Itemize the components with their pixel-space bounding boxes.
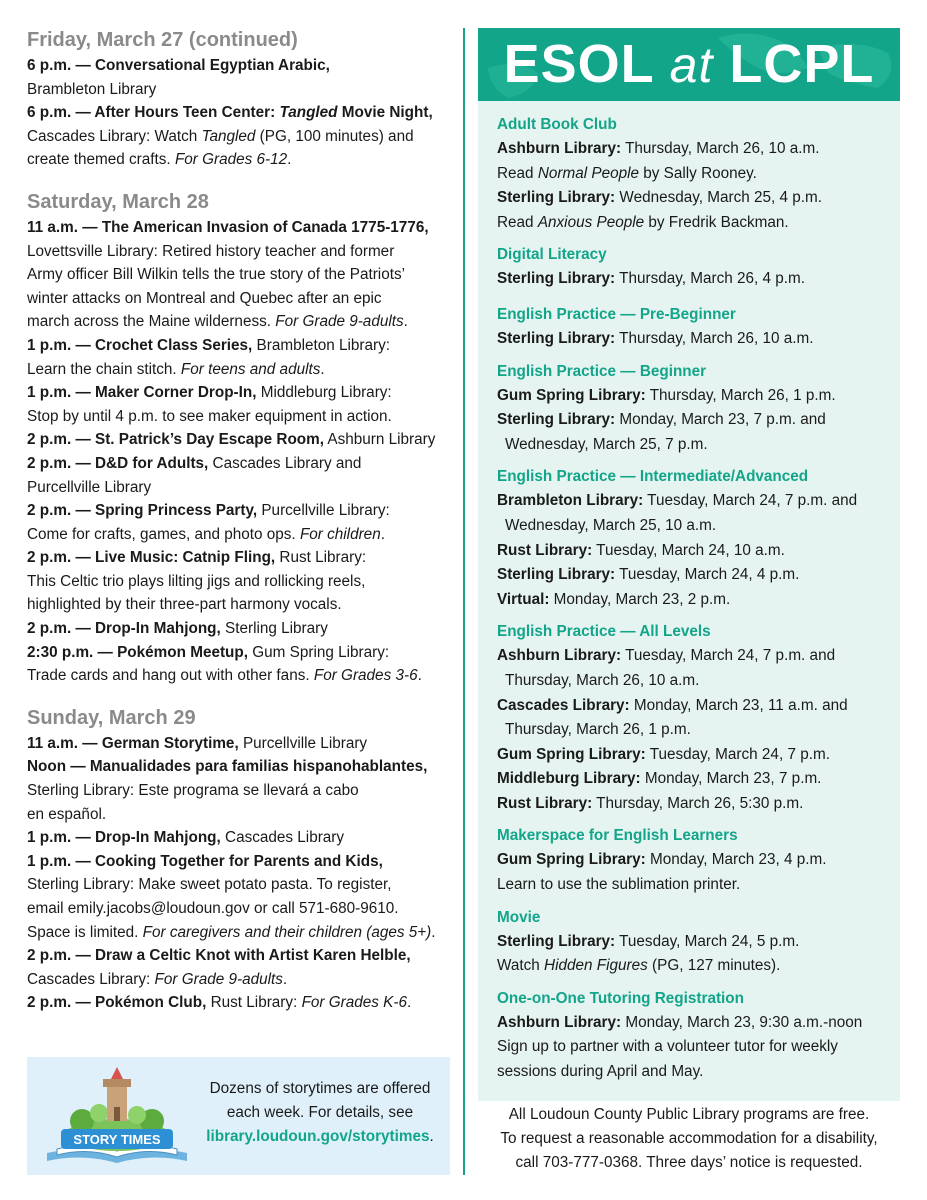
events-column	[27, 28, 452, 1033]
session-line: Learn to use the sublimation printer.	[497, 876, 741, 894]
event-line: 1 p.m. — Drop-In Mahjong, Cascades Library	[27, 829, 345, 847]
session-line: Read Anxious People by Fredrik Backman.	[497, 213, 789, 231]
session-line: sessions during April and May.	[497, 1063, 704, 1081]
session-line: Thursday, March 26, 10 a.m.	[505, 671, 700, 689]
session-line: Sterling Library: Tuesday, March 24, 5 p.m.	[497, 932, 800, 950]
footer-line: call 703-777-0368. Three days’ notice is requested.	[515, 1154, 863, 1171]
section-heading: Digital Literacy	[497, 246, 607, 264]
svg-text:STORY TIMES: STORY TIMES	[73, 1132, 161, 1147]
storytime-text: Dozens of storytimes are offered each week. For details, see library.loudoun.gov/storytimes.	[195, 1077, 445, 1149]
storytime-line: each week. For details, see	[226, 1104, 414, 1121]
esol-banner	[478, 28, 900, 101]
section-heading: One-on-One Tutoring Registration	[497, 989, 744, 1007]
storytime-box	[27, 1057, 450, 1175]
event-desc: Stop by until 4 p.m. to see maker equipment in action.	[27, 407, 392, 425]
session-line: Sterling Library: Wednesday, March 25, 4 p.m.	[497, 189, 823, 207]
session-line: Brambleton Library: Tuesday, March 24, 7 p.m. and	[497, 492, 858, 510]
session-line: Rust Library: Tuesday, March 24, 10 a.m.	[497, 541, 785, 559]
section-heading: Makerspace for English Learners	[497, 827, 738, 845]
event-desc: march across the Maine wilderness. For Grade 9-adults.	[27, 313, 408, 331]
storytime-link[interactable]: library.loudoun.gov/storytimes	[206, 1128, 430, 1145]
event-desc: Space is limited. For caregivers and their children (ages 5+).	[27, 923, 436, 941]
session-line: Sterling Library: Thursday, March 26, 10 a.m.	[497, 329, 814, 347]
session-line: Gum Spring Library: Thursday, March 26, 1 p.m.	[497, 386, 836, 404]
session-line: Sterling Library: Monday, March 23, 7 p.m. and	[497, 411, 826, 429]
esol-section-book-club	[497, 113, 900, 235]
event-desc: en español.	[27, 805, 107, 823]
event-line: 2 p.m. — St. Patrick’s Day Escape Room, Ashburn Library	[27, 431, 436, 449]
event-line: 2:30 p.m. — Pokémon Meetup, Gum Spring Library:	[27, 643, 390, 661]
event-line: 2 p.m. — Live Music: Catnip Fling, Rust Library:	[27, 549, 367, 567]
session-line: Rust Library: Thursday, March 26, 5:30 p.m.	[497, 794, 804, 812]
event-title: Noon — Manualidades para familias hispanohablantes,	[27, 758, 428, 776]
section-heading: English Practice — All Levels	[497, 623, 711, 641]
esol-section-tutoring	[497, 987, 900, 1085]
event-desc: Lovettsville Library: Retired history teacher and former	[27, 242, 395, 260]
session-line: Wednesday, March 25, 7 p.m.	[505, 435, 708, 453]
session-line: Middleburg Library: Monday, March 23, 7 p.m.	[497, 770, 822, 788]
event-desc: Army officer Bill Wilkin tells the true story of the Patriots’	[27, 266, 406, 284]
event-desc: This Celtic trio plays lilting jigs and rollicking reels,	[27, 572, 366, 590]
session-line: Ashburn Library: Monday, March 23, 9:30 a.m.-noon	[497, 1013, 863, 1031]
column-divider	[463, 28, 465, 1175]
day-saturday	[27, 190, 452, 688]
day-friday	[27, 28, 452, 172]
day-sunday	[27, 706, 452, 1015]
session-line: Cascades Library: Monday, March 23, 11 a.m. and	[497, 696, 848, 714]
esol-section-intermediate	[497, 465, 900, 612]
event-title: 1 p.m. — Cooking Together for Parents and Kids,	[27, 852, 383, 870]
session-line: Sign up to partner with a volunteer tutor for weekly	[497, 1038, 838, 1056]
event-desc: highlighted by their three-part harmony vocals.	[27, 596, 342, 614]
session-line: Wednesday, March 25, 10 a.m.	[505, 516, 717, 534]
section-heading: Adult Book Club	[497, 116, 617, 133]
session-line: Read Normal People by Sally Rooney.	[497, 164, 757, 182]
event-title: 2 p.m. — Draw a Celtic Knot with Artist Karen Helble,	[27, 947, 411, 965]
event-line: 2 p.m. — Pokémon Club, Rust Library: For Grades K-6.	[27, 994, 412, 1012]
esol-section-all-levels	[497, 620, 900, 816]
event-desc: winter attacks on Montreal and Quebec after an epic	[27, 289, 382, 307]
storytime-line: Dozens of storytimes are offered	[209, 1080, 431, 1097]
event	[27, 54, 452, 172]
event-line: 1 p.m. — Crochet Class Series, Brambleton Library:	[27, 336, 391, 354]
event-list	[27, 732, 452, 1015]
event-line: 2 p.m. — Drop-In Mahjong, Sterling Library	[27, 620, 328, 638]
section-heading: English Practice — Intermediate/Advanced	[497, 468, 809, 486]
session-line: Ashburn Library: Thursday, March 26, 10 a.m.	[497, 140, 820, 157]
event-line: 2 p.m. — D&D for Adults, Cascades Library and	[27, 454, 362, 472]
esol-column	[478, 28, 900, 1101]
session-line: Thursday, March 26, 1 p.m.	[505, 721, 691, 739]
event-title: 11 a.m. — The American Invasion of Canada 1775-1776,	[27, 218, 429, 236]
event-desc: Sterling Library: Este programa se llevará a cabo	[27, 782, 359, 800]
footer-line: To request a reasonable accommodation for a disability,	[500, 1130, 878, 1147]
event-desc: email emily.jacobs@loudoun.gov or call 571-680-9610.	[27, 900, 399, 917]
session-line: Gum Spring Library: Tuesday, March 24, 7 p.m.	[497, 745, 830, 763]
event-list	[27, 216, 452, 688]
esol-section-movie	[497, 906, 900, 979]
footer-line: All Loudoun County Public Library programs are free.	[508, 1106, 870, 1123]
accessibility-note	[478, 1103, 900, 1175]
event-location: Brambleton Library	[27, 80, 157, 98]
section-heading: Movie	[497, 908, 541, 926]
session-line: Sterling Library: Tuesday, March 24, 4 p.m.	[497, 566, 800, 584]
event-desc: Learn the chain stitch. For teens and adults.	[27, 360, 325, 378]
session-line: Gum Spring Library: Monday, March 23, 4 p.m.	[497, 851, 827, 869]
event-title: 6 p.m. — Conversational Egyptian Arabic,	[27, 57, 330, 74]
day-heading: Friday, March 27 (continued)	[27, 29, 298, 51]
esol-section-makerspace	[497, 824, 900, 897]
storytime-logo-icon	[37, 1063, 197, 1169]
event-title: 6 p.m. — After Hours Teen Center: Tangled Movie Night,	[27, 104, 433, 122]
day-heading: Saturday, March 28	[27, 190, 209, 213]
event-desc: Trade cards and hang out with other fans. For Grades 3-6.	[27, 667, 422, 685]
event-desc: Come for crafts, games, and photo ops. For children.	[27, 525, 385, 543]
section-heading: English Practice — Pre-Beginner	[497, 305, 736, 323]
session-line: Watch Hidden Figures (PG, 127 minutes).	[497, 957, 781, 975]
event-desc: Purcellville Library	[27, 478, 152, 496]
esol-section-pre-beginner	[497, 303, 900, 352]
esol-section-beginner	[497, 360, 900, 458]
session-line: Ashburn Library: Tuesday, March 24, 7 p.m. and	[497, 647, 836, 665]
section-heading: English Practice — Beginner	[497, 362, 707, 380]
event-desc: Cascades Library: Watch Tangled (PG, 100 minutes) and	[27, 127, 414, 145]
event-line: 2 p.m. — Spring Princess Party, Purcellville Library:	[27, 502, 390, 520]
day-heading: Sunday, March 29	[27, 706, 196, 729]
session-line: Sterling Library: Thursday, March 26, 4 p.m.	[497, 270, 806, 288]
session-line: Virtual: Monday, March 23, 2 p.m.	[497, 590, 731, 608]
event-desc: create themed crafts. For Grades 6-12.	[27, 151, 292, 169]
esol-title: ESOL at LCPL	[503, 34, 875, 94]
event-desc: Cascades Library: For Grade 9-adults.	[27, 970, 288, 988]
esol-section-digital	[497, 243, 900, 292]
event-line: 1 p.m. — Maker Corner Drop-In, Middleburg Library:	[27, 384, 392, 402]
event-line: 11 a.m. — German Storytime, Purcellville Library	[27, 734, 368, 752]
event-desc: Sterling Library: Make sweet potato pasta. To register,	[27, 876, 392, 894]
esol-list	[478, 101, 900, 1101]
